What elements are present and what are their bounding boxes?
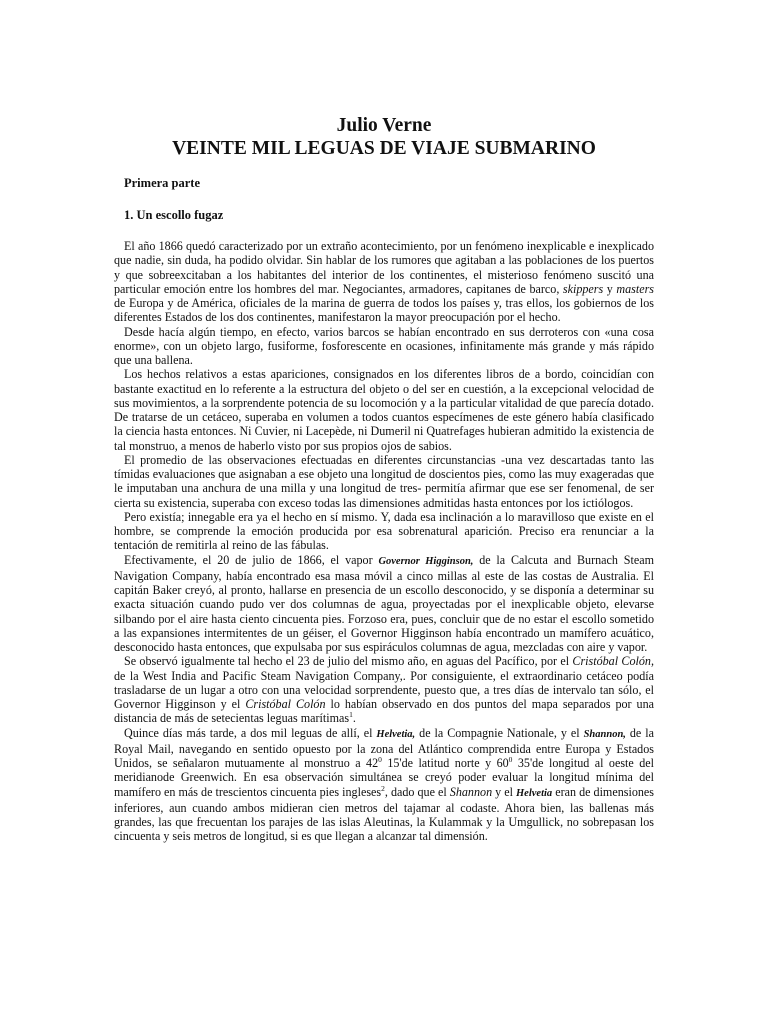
text-run: El año 1866 quedó caracterizado por un extraño acontecimiento, por un fenómeno inexplicable e inexplicado que nadie, sin duda, ha podido olvidar. Sin hablar de los rumores que agitaban a las poblaciones de los puertos y que sobreexcitaban a los habitantes del interior de los continentes, el misterioso fenómeno suscitó una particular emoción entre los hombres del mar. Negociantes, armadores, capitanes de barco, — [114, 239, 654, 296]
text-run: y el — [492, 784, 517, 799]
paragraph — [114, 453, 654, 510]
text-run: Quince días más tarde, a dos mil leguas de allí, el — [124, 725, 377, 740]
ship-name: Shannon, — [583, 728, 626, 740]
italic-term: Cristóbal Colón, — [572, 654, 654, 669]
paragraph — [114, 553, 654, 655]
italic-term: skippers — [562, 281, 604, 296]
ship-name: Governor Higginson, — [378, 555, 474, 567]
part-heading: Primera parte — [124, 176, 201, 190]
italic-term: masters — [616, 281, 655, 296]
paragraph — [114, 367, 654, 453]
text-run: de la Calcuta and Burnach Steam Navigation Company, había encontrado esa masa móvil a cinco millas al este de las costas de Australia. El capitán Baker creyó, al pronto, hallarse en presencia de un escollo desconocido, y se disponía a determinar su exacta situación cuando pudo ver dos columnas de agua, proyectadas por el inexplicable objeto, elevarse silbando por el aire hasta ciento cincuenta pies. Forzoso era, pues, concluir que de no estar el escollo sometido a las expansiones intermitentes de un géiser, el Governor Higginson había encontrado un mamífero acuático, desconocido hasta entonces, que expulsaba por sus espiráculos columnas de agua, mezcladas con aire y vapor. — [114, 552, 654, 654]
italic-term: Shannon — [449, 784, 493, 799]
text-run: 15'de latitud norte y 60 — [381, 756, 509, 770]
text-run: Los hechos relativos a estas apariciones, consignados en los diferentes libros de a bordo, coincidían con bastante exactitud en lo referente a la estructura del objeto o del ser en cuestión, a la excepcional velocidad de sus movimientos, a la sorprendente potencia de su locomoción y a la particular vitalidad de que parecía dotado. De tratarse de un cetáceo, superaba en volumen a todos cuantos especímenes de este género había clasificado la ciencia hasta entonces. Ni Cuvier, ni Lacepède, ni Dumeril ni Quatrefages hubieran admitido la existencia de tal monstruo, a menos de haberlo visto por sus propios ojos de sabios. — [114, 367, 654, 453]
paragraph — [114, 654, 654, 725]
paragraph — [114, 726, 654, 844]
text-run: Efectivamente, el 20 de julio de 1866, el vapor — [124, 552, 379, 567]
text-run: 35'de longitud al oeste del meridianode Greenwich. En esa observación simultánea se creyó poder evaluar la longitud mínima del mamífero en más de trescientos cincuenta pies ingleses — [114, 756, 654, 799]
text-run: Desde hacía algún tiempo, en efecto, varios barcos se habían encontrado en sus derroteros con «una cosa enorme», con un objeto largo, fusiforme, fosforescente en ocasiones, infinitamente más grande y más rápido que una ballena. — [114, 324, 654, 367]
text-run: El promedio de las observaciones efectuadas en diferentes circunstancias -una vez descartadas tanto las tímidas evaluaciones que asignaban a ese objeto una longitud de doscientos pies, como las muy exageradas que le imputaban una anchura de una milla y una longitud de tres- permitía afirmar que ese ser fenomenal, de ser cierta su existencia, superaba con exceso todas las dimensiones admitidas hasta entonces por los ictiólogos. — [114, 452, 654, 510]
text-run: y — [603, 281, 617, 296]
text-run: Pero existía; innegable era ya el hecho en sí mismo. Y, dada esa inclinación a lo maravilloso que existe en el hombre, se comprende la emoción producida por esa sobrenatural aparición. Preciso era renunciar a la tentación de remitirla al reino de las fábulas. — [114, 509, 654, 553]
superscript: 0 — [378, 755, 382, 764]
text-run: . — [352, 711, 356, 726]
document-page — [114, 114, 654, 844]
author-name: Julio Verne — [336, 115, 432, 136]
chapter-body — [114, 239, 654, 844]
paragraph — [114, 325, 654, 368]
italic-term: Cristóbal Colón — [245, 697, 326, 711]
ship-name: Helvetia, — [376, 728, 416, 740]
text-run: de Europa y de América, oficiales de la marina de guerra de todos los países y, tras ellos, los gobiernos de los diferentes Estados de los dos continentes, manifestaron la mayor preocupación por el hecho. — [114, 296, 654, 325]
text-run: , dado que el — [384, 784, 450, 799]
text-run: Se observó igualmente tal hecho el 23 de julio del mismo año, en aguas del Pacífico, por el — [124, 654, 573, 669]
text-run: eran de dimensiones inferiores, aun cuando ambos midieran cien metros del tajamar al codaste. Ahora bien, las ballenas más grandes, las que frecuentan los parajes de las islas Aleutinas, la Kulammak y la Umgullick, no sobrepasan los cincuenta y seis metros de longitud, si es que llegan a alcanzar tal dimensión. — [114, 784, 654, 844]
superscript: 1 — [349, 710, 353, 720]
ship-name: Helvetia — [516, 787, 553, 799]
chapter-heading: 1. Un escollo fugaz — [124, 208, 224, 222]
text-run: de la West India and Pacific Steam Navigation Company,. Por consiguiente, el extraordinario cetáceo podía trasladarse de un lugar a otro con una velocidad sorprendente, puesto que, a tres días de intervalo tan sólo, el Governor Higginson y el — [114, 668, 654, 711]
text-run: de la Royal Mail, navegando en sentido opuesto por la zona del Atlántico comprendida entre Europa y Estados Unidos, se señalaron mutuamente al monstruo a 42 — [114, 725, 654, 770]
superscript: 0 — [508, 755, 513, 764]
text-run: lo habían observado en dos puntos del mapa separados por una distancia de más de setecientas leguas marítimas — [114, 697, 654, 726]
text-run: de la Compagnie Nationale, y el — [415, 725, 584, 740]
book-title: VEINTE MIL LEGUAS DE VIAJE SUBMARINO — [172, 138, 596, 159]
paragraph — [114, 510, 654, 553]
paragraph — [114, 239, 654, 325]
superscript: 2 — [381, 783, 385, 793]
